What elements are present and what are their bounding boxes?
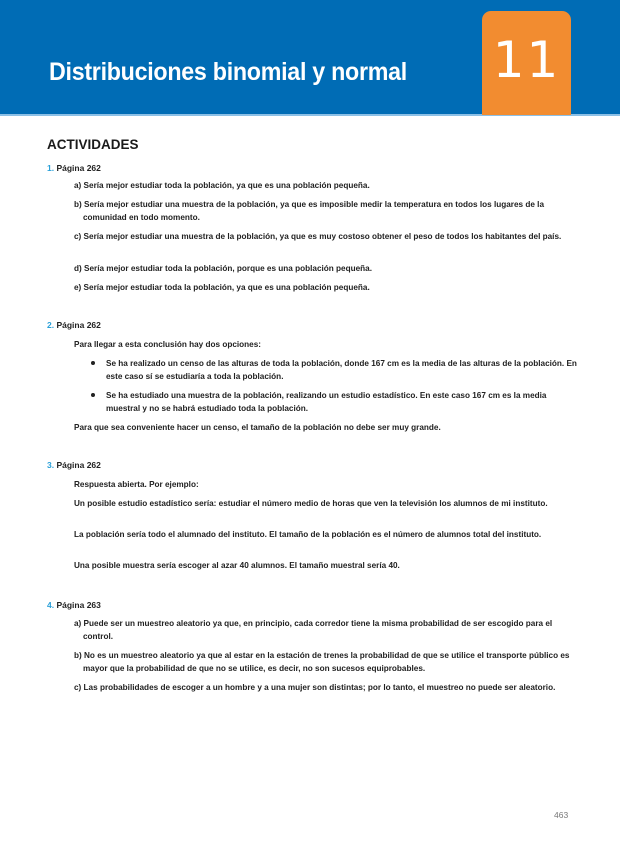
question-1-heading [47,163,101,173]
question-number: 1. [47,163,55,173]
bullet-text: Se ha realizado un censo de las alturas de toda la población, donde 167 cm es la media de las alturas de la población. En este caso sí se estudiaría a toda la población. [106,359,577,381]
bullet-icon [91,393,95,397]
answer-item: a) Puede ser un muestreo aleatorio ya que, en principio, cada corredor tiene la misma probabilidad de ser escogido para el control. [74,619,553,641]
answer-item: c) Las probabilidades de escoger a un hombre y a una mujer son distintas; por lo tanto, el muestreo no puede ser aleatorio. [74,683,556,692]
bullet-icon [91,361,95,365]
answer-paragraph: Respuesta abierta. Por ejemplo: [74,480,199,489]
question-number: 3. [47,460,55,470]
answer-item: a) Sería mejor estudiar toda la población, ya que es una población pequeña. [74,181,370,190]
bullet-item [88,357,578,383]
answer-intro: Para llegar a esta conclusión hay dos opciones: [74,340,262,349]
chapter-number-badge [482,11,571,115]
answer-paragraph: Una posible muestra sería escoger al azar 40 alumnos. El tamaño muestral sería 40. [74,561,400,570]
question-number: 2. [47,320,55,330]
answer-conclusion: Para que sea conveniente hacer un censo, el tamaño de la población no debe ser muy grande. [74,423,441,432]
answer-item: e) Sería mejor estudiar toda la población, ya que es una población pequeña. [74,283,370,292]
question-2-heading [47,320,101,330]
question-number: 4. [47,600,55,610]
question-page-label: Página 262 [56,320,101,330]
answer-paragraph: La población sería todo el alumnado del instituto. El tamaño de la población es el número de alumnos total del instituto. [74,530,542,539]
bullet-item [88,389,578,415]
answer-item: c) Sería mejor estudiar una muestra de la población, ya que es muy costoso obtener el peso de todos los habitantes del país. [74,232,562,241]
answer-paragraph: Un posible estudio estadístico sería: estudiar el número medio de horas que ven la televisión los alumnos de mi instituto. [74,499,548,508]
answer-item: b) Sería mejor estudiar una muestra de la población, ya que es imposible medir la temperatura en todos los lugares de la comunidad en todo momento. [74,200,545,222]
question-3-heading [47,460,101,470]
question-page-label: Página 262 [56,460,101,470]
page-number: 463 [554,810,569,820]
bullet-text: Se ha estudiado una muestra de la población, realizando un estudio estadístico. En este caso 167 cm es la media muestral y no se habrá estudiado toda la población. [106,391,547,413]
chapter-number: 11 [492,31,561,89]
answer-item: d) Sería mejor estudiar toda la población, porque es una población pequeña. [74,264,372,273]
section-heading: ACTIVIDADES [47,137,139,152]
answer-item: b) No es un muestreo aleatorio ya que al estar en la estación de trenes la probabilidad de que se utilice el transporte público es mayor que la probabilidad de que no se utilice, es decir, no son sucesos equiprobables. [74,651,570,673]
chapter-title: Distribuciones binomial y normal [49,58,407,86]
question-page-label: Página 263 [56,600,101,610]
chapter-header-bar [0,0,620,116]
question-4-heading [47,600,101,610]
question-page-label: Página 262 [56,163,101,173]
